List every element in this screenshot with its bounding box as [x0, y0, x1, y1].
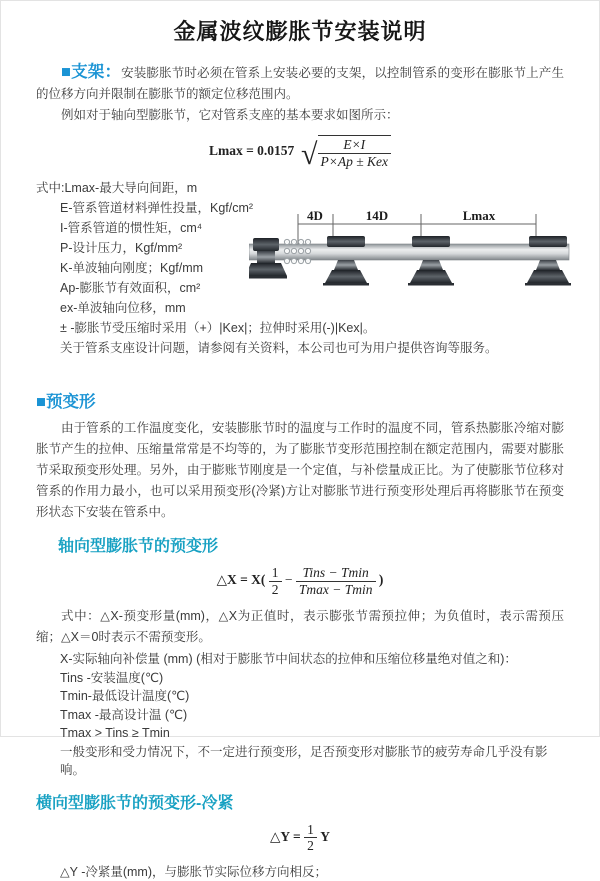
page-title: 金属波纹膨胀节安装说明: [173, 19, 427, 44]
sqrt-radical: [301, 135, 391, 169]
dim-label-4d: 4D: [307, 208, 323, 224]
axial-predeform-heading: 轴向型膨胀节的预变形: [58, 538, 219, 556]
page-content: [1, 1, 599, 881]
definition-line: E-管系管道材料弹性投量，Kgf/cm²: [60, 201, 254, 216]
axial-line: Tins -安装温度(℃): [60, 670, 164, 685]
axial-formula-frac2-den: Tmax − Tmin: [298, 581, 373, 597]
lmax-formula: [36, 135, 564, 169]
axial-formula-frac2-num: Tins − Tmin: [296, 565, 376, 582]
axial-formula-operator: −: [284, 572, 293, 588]
guide-support: [525, 236, 571, 286]
definition-line: ± -膨胀节受压缩时采用（+）|Kex|；拉伸时采用(-)|Kex|。: [60, 321, 376, 336]
guide-support: [323, 236, 369, 286]
axial-line: Tmax > Tins ≥ Tmin: [60, 726, 170, 741]
definition-line: K-单波轴向刚度；Kgf/mm: [60, 261, 204, 276]
dimension-labels: [307, 208, 496, 223]
definition-line: Ap-膨胀节有效面积，cm²: [60, 281, 201, 296]
dim-label-14d: 14D: [365, 208, 389, 224]
axial-line: X-实际轴向补偿量 (mm) (相对于膨胀节中间状态的拉伸和压缩位移量绝对值之和)：: [60, 652, 517, 667]
axial-formula: [36, 565, 564, 597]
pipe-support-diagram: [249, 206, 594, 302]
definition-line: ex-单波轴向位移，mm: [60, 301, 186, 316]
axial-formula-lhs: △X = X(: [216, 572, 266, 588]
axial-formula-rhs: ): [378, 572, 384, 588]
support-caption: 关于管系支座设计问题，请参阅有关资料，本公司也可为用户提供咨询等服务。: [60, 341, 498, 356]
axial-formula-explain: 式中：△X-预变形量(mm)，△X为正值时，表示膨张节需预拉伸；为负值时，表示需预压缩；△X＝0时表示不需预变形。: [36, 609, 564, 645]
axial-formula-frac1-num: 1: [269, 565, 282, 582]
definition-line: I-管系管道的惯性矩，cm⁴: [60, 221, 203, 236]
pipe: [249, 244, 569, 260]
lateral-formula-den: 2: [307, 838, 314, 854]
radical-sign-icon: √: [301, 137, 318, 171]
lateral-formula-num: 1: [304, 822, 317, 839]
lateral-formula: [36, 822, 564, 854]
support-intro-text: 安装膨胀节时必须在管系上安装必要的支架，以控制管系的变形在膨胀节上产生的位移方向并限制在膨胀节的额定位移范围内。: [36, 66, 564, 101]
axial-line: 一般变形和受力情况下，不一定进行预变形，足否预变形对膨胀节的疲劳寿命几乎没有影响。: [60, 744, 548, 778]
lmax-formula-denominator: P×Ap ± Kex: [320, 153, 389, 169]
lateral-formula-rhs: Y: [320, 828, 330, 844]
guide-support: [408, 236, 454, 286]
lmax-formula-lhs: Lmax = 0.0157: [208, 143, 295, 159]
dim-label-lmax: Lmax: [462, 208, 496, 224]
support-example-line: 例如对于轴向型膨胀节，它对管系支座的基本要求如图所示：: [61, 108, 399, 122]
lateral-formula-lhs: △Y =: [270, 828, 301, 844]
definition-line: 式中:Lmax-最大导向间距，m: [36, 181, 198, 196]
lmax-formula-numerator: E×I: [318, 137, 392, 154]
definitions-and-diagram: [36, 178, 564, 374]
lateral-line: △Y -冷紧量(mm)，与膨胀节实际位移方向相反；: [60, 864, 328, 879]
support-intro-paragraph: [36, 62, 564, 105]
axial-line: Tmax -最高设计温 (℃): [60, 707, 188, 722]
axial-formula-frac1-den: 2: [271, 581, 279, 597]
lateral-predeform-heading: 横向型膨胀节的预变形-冷紧: [36, 794, 234, 812]
support-section-heading: ■支架：: [61, 63, 122, 81]
predeform-body-paragraph: 由于管系的工作温度变化，安装膨胀节时的温度与工作时的温度不同，管系热膨胀冷缩对膨胀节产生的拉伸、压缩量常常是不均等的，为了膨胀节变形范围控制在额定范围内，需要对膨胀节采取预变形处理。另外，由于膨账节刚度是一个定值，与补偿量成正比。为了使膨胀节位移对管系的作用力最小，也可以采用预变形(冷紧)方让对膨胀节进行预变形处理后再将膨胀节在预变形状态下安装在管系中。: [36, 421, 564, 520]
definition-line: P-设计压力，Kgf/mm²: [60, 241, 183, 256]
axial-line: Tmin-最低设计温度(℃): [60, 689, 190, 704]
predeform-section-heading: ■预变形: [36, 393, 96, 412]
